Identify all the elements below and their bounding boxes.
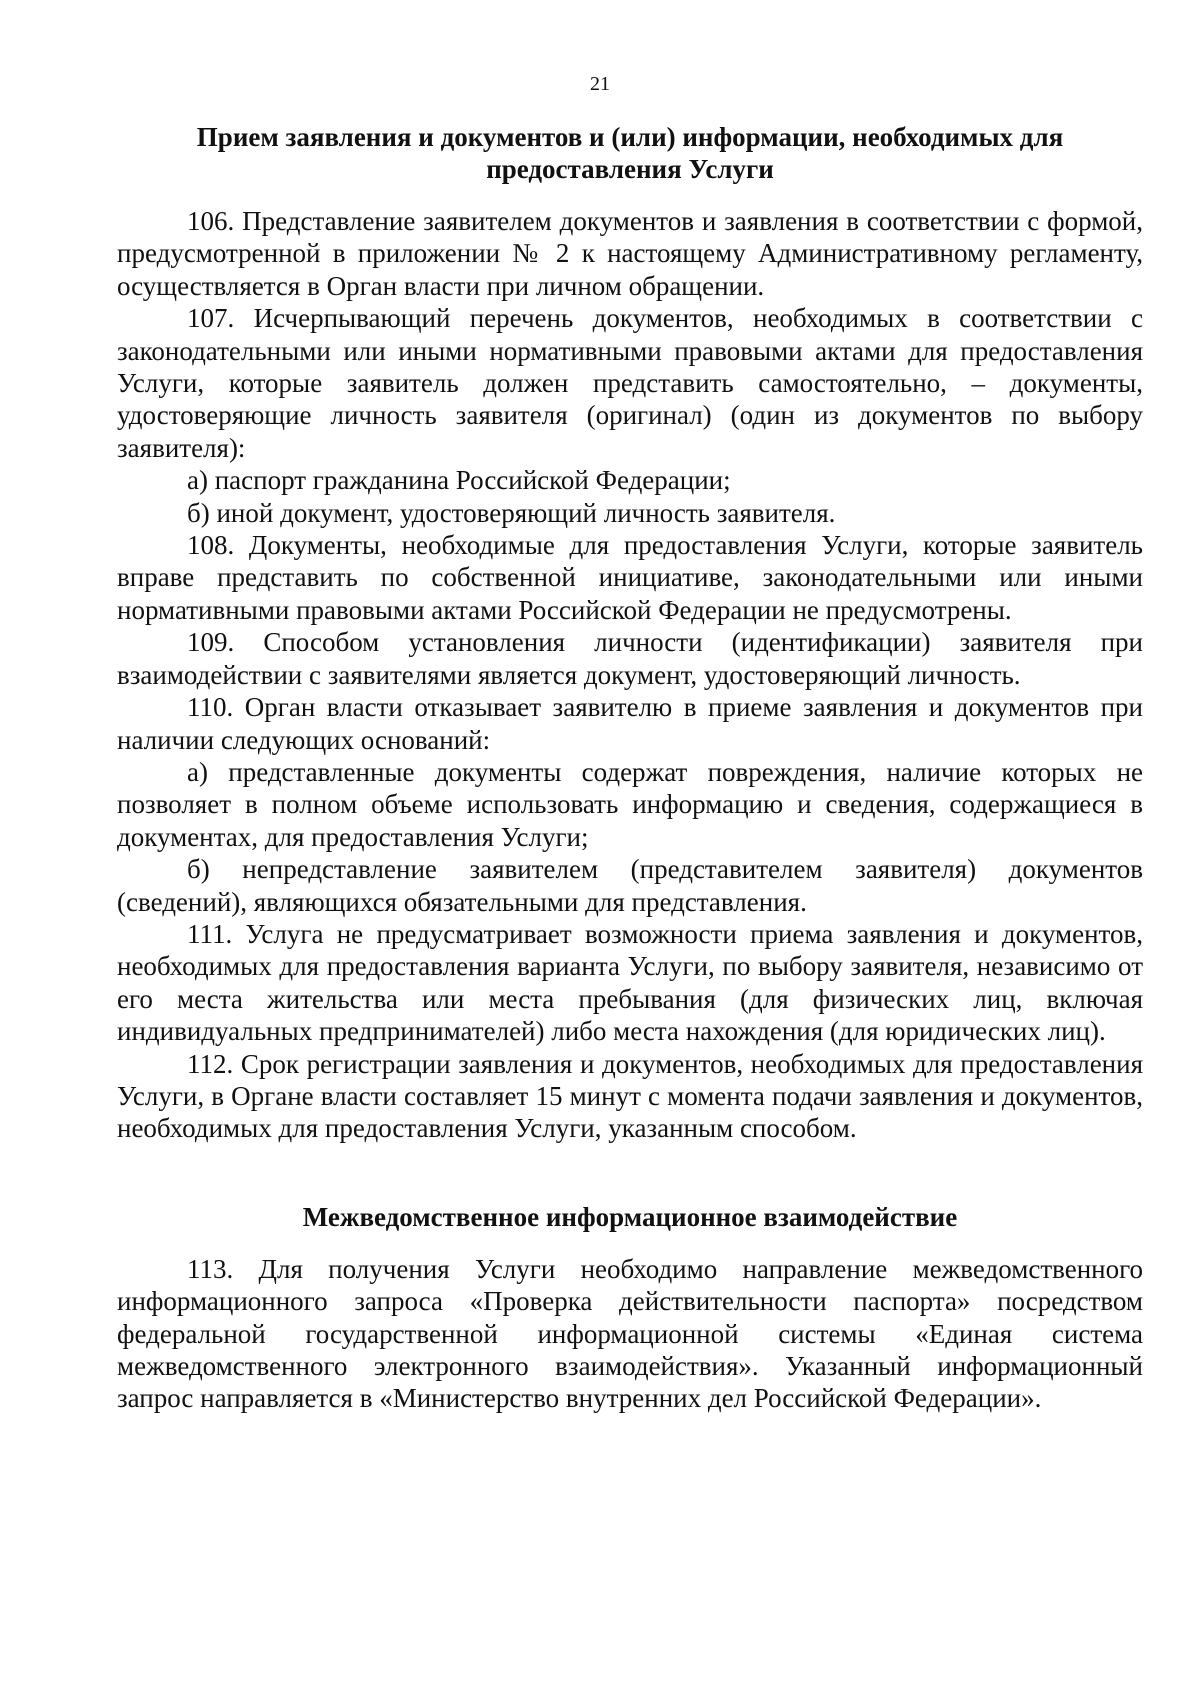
- page-content: [117, 121, 1143, 1415]
- paragraph-109: 109. Способом установления личности (идентификации) заявителя при взаимодействии с заявителями является документ, удостоверяющий личность.: [117, 627, 1143, 690]
- paragraph-106: 106. Представление заявителем документов и заявления в соответствии с формой, предусмотренной в приложении № 2 к настоящему Административному регламенту, осуществляется в Орган власти при личном обращении.: [117, 206, 1143, 301]
- paragraph-107: 107. Исчерпывающий перечень документов, необходимых в соответствии с законодательными или иными нормативными правовыми актами для предоставления Услуги, которые заявитель должен представить самостоятельно, – документы, удостоверяющие личность заявителя (оригинал) (один из документов по выбору заявителя):: [117, 303, 1143, 463]
- paragraph-113: 113. Для получения Услуги необходимо направление межведомственного информационного запроса «Проверка действительности паспорта» посредством федеральной государственной информационной системы «Единая система межведомственного электронного взаимодействия». Указанный информационный запрос направляется в «Министерство внутренних дел Российской Федерации».: [117, 1253, 1143, 1414]
- section-spacer: [117, 1145, 1143, 1201]
- paragraph-110-item-a: а) представленные документы содержат повреждения, наличие которых не позволяет в полном объеме использовать информацию и сведения, содержащиеся в документах, для предоставления Услуги;: [117, 756, 1143, 852]
- section-heading-line-1: Прием заявления и документов и (или) информации, необходимых для: [196, 122, 1064, 152]
- section-heading-interagency: Межведомственное информационное взаимодействие: [302, 1201, 958, 1232]
- paragraph-112: 112. Срок регистрации заявления и документов, необходимых для предоставления Услуги, в Органе власти составляет 15 минут с момента подачи заявления и документов, необходимых для предоставления Услуги, указанным способом.: [117, 1048, 1143, 1144]
- paragraph-110: 110. Орган власти отказывает заявителю в приеме заявления и документов при наличии следующих оснований:: [117, 692, 1143, 755]
- section-heading-reception: [117, 121, 1143, 185]
- paragraph-108: 108. Документы, необходимые для предоставления Услуги, которые заявитель вправе представить по собственной инициативе, законодательными или иными нормативными правовыми актами Российской Федерации не предусмотрены.: [117, 530, 1143, 625]
- page-number: 21: [590, 73, 610, 95]
- paragraph-107-item-b: б) иной документ, удостоверяющий личность заявителя.: [187, 497, 836, 528]
- paragraph-107-item-a: а) паспорт гражданина Российской Федерации;: [187, 465, 731, 496]
- paragraph-110-item-b: б) непредставление заявителем (представителем заявителя) документов (сведений), являющихся обязательными для представления.: [117, 854, 1143, 917]
- paragraph-111: 111. Услуга не предусматривает возможности приема заявления и документов, необходимых для предоставления варианта Услуги, по выбору заявителя, независимо от его места жительства или места пребывания (для физических лиц, включая индивидуальных предпринимателей) либо места нахождения (для юридических лиц).: [117, 918, 1143, 1047]
- section-heading-line-2: предоставления Услуги: [486, 154, 774, 184]
